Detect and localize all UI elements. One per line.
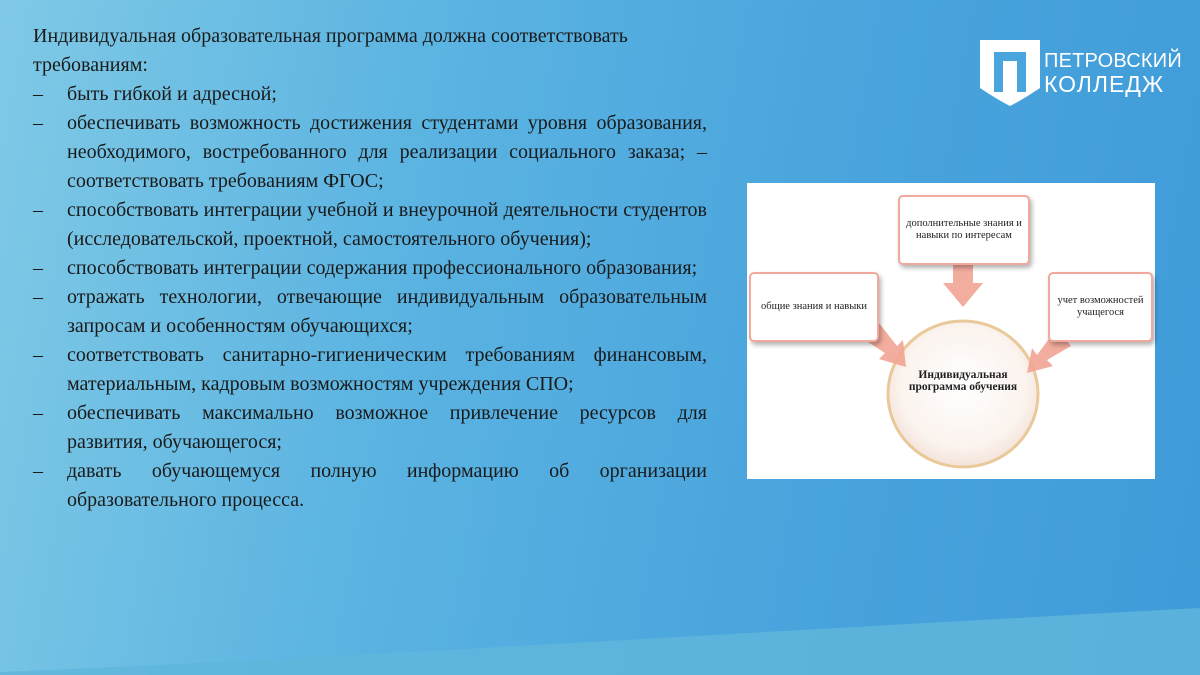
bullet-dash: – (33, 344, 43, 366)
bullet-dash: – (33, 460, 43, 482)
list-item: – быть гибкой и адресной; (33, 80, 707, 109)
list-item: – отражать технологии, отвечающие индивидуальным образовательным запросам и особенностям обучающихся; (33, 283, 707, 341)
logo-line-1: ПЕТРОВСКИЙ (1044, 50, 1182, 72)
bullet-dash: – (33, 257, 43, 279)
requirements-list (33, 80, 707, 515)
bullet-dash: – (33, 199, 43, 221)
center-label: Индивидуальная программа обучения (908, 369, 1018, 393)
college-shield-logo-icon (980, 40, 1040, 106)
top-box: дополнительные знания и навыки по интересам (898, 195, 1030, 265)
bullet-dash: – (33, 286, 43, 308)
list-item: – соответствовать санитарно-гигиеническим требованиям финансовым, материальным, кадровым возможностям учреждения СПО; (33, 341, 707, 399)
college-logo (980, 40, 1182, 106)
list-item: – обеспечивать возможность достижения студентами уровня образования, необходимого, востребованного для реализации социального заказа; – соответствовать требованиям ФГОС; (33, 109, 707, 196)
bullet-dash: – (33, 402, 43, 424)
bullet-dash: – (33, 83, 43, 105)
center-circle (888, 321, 1038, 467)
requirements-text (33, 22, 707, 515)
logo-line-2: КОЛЛЕДЖ (1044, 71, 1165, 97)
list-item: – способствовать интеграции учебной и внеурочной деятельности студентов (исследовательской, проектной, самостоятельного обучения); (33, 196, 707, 254)
list-item: – способствовать интеграции содержания профессионального образования; (33, 254, 707, 283)
right-box: учет возможностей учащегося (1048, 272, 1153, 342)
list-item: – обеспечивать максимально возможное привлечение ресурсов для развития, обучающегося; (33, 399, 707, 457)
arrow-down (943, 265, 983, 307)
program-diagram (747, 183, 1155, 479)
left-box: общие знания и навыки (749, 272, 879, 342)
bullet-dash: – (33, 112, 43, 134)
list-item: – давать обучающемуся полную информацию об организации образовательного процесса. (33, 457, 707, 515)
intro-paragraph: Индивидуальная образовательная программа должна соответствовать требованиям: (33, 25, 628, 76)
